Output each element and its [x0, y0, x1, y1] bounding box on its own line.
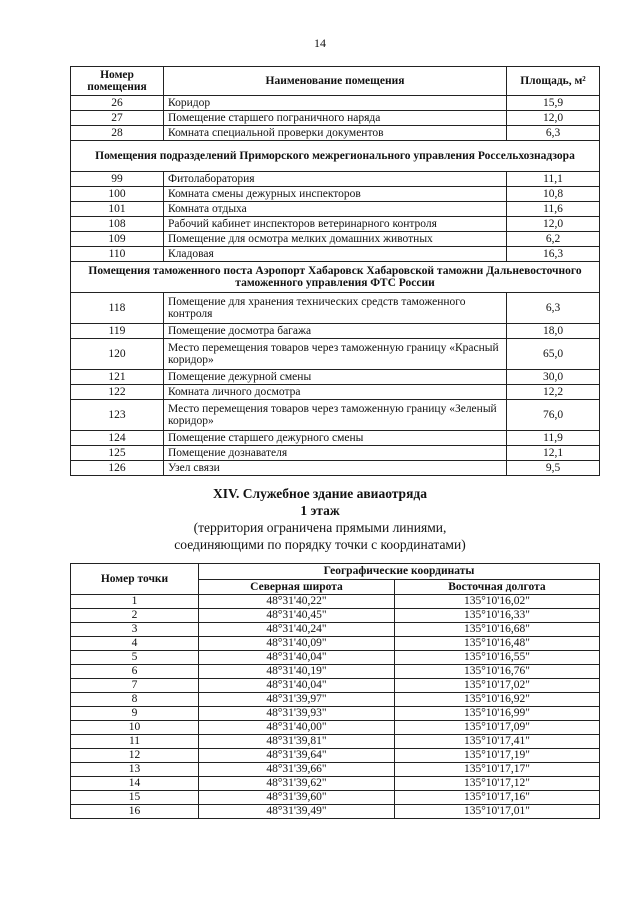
room-area: 76,0 [507, 400, 600, 431]
table-row [71, 693, 600, 707]
longitude-value: 135°10'17,17" [394, 763, 599, 777]
room-area: 11,1 [507, 172, 600, 187]
room-number: 109 [71, 232, 164, 247]
room-number: 118 [71, 293, 164, 324]
table-row [71, 172, 600, 187]
section-note-line-1: (территория ограничена прямыми линиями, [193, 520, 447, 535]
table-row [71, 595, 600, 609]
room-name: Место перемещения товаров через таможенную границу «Зеленый коридор» [164, 400, 507, 431]
table-row [71, 385, 600, 400]
point-number: 7 [71, 679, 199, 693]
room-name: Комната смены дежурных инспекторов [164, 187, 507, 202]
coordinates-table [70, 563, 600, 819]
point-number: 10 [71, 721, 199, 735]
latitude-value: 48°31'40,09" [199, 637, 395, 651]
room-name: Помещение дежурной смены [164, 370, 507, 385]
latitude-value: 48°31'39,81" [199, 735, 395, 749]
room-area: 9,5 [507, 461, 600, 476]
point-number: 6 [71, 665, 199, 679]
point-number: 16 [71, 805, 199, 819]
point-number: 2 [71, 609, 199, 623]
table-row [71, 247, 600, 262]
latitude-value: 48°31'40,04" [199, 651, 395, 665]
table-row [71, 126, 600, 141]
table-row [71, 400, 600, 431]
longitude-value: 135°10'17,01" [394, 805, 599, 819]
table-row [71, 217, 600, 232]
point-number: 8 [71, 693, 199, 707]
room-number: 119 [71, 324, 164, 339]
point-number: 15 [71, 791, 199, 805]
room-name: Комната специальной проверки документов [164, 126, 507, 141]
point-number: 11 [71, 735, 199, 749]
table-row [71, 96, 600, 111]
section-title-row: Помещения подразделений Приморского межрегионального управления Россельхознадзора [71, 141, 600, 172]
room-name: Помещение старшего дежурного смены [164, 431, 507, 446]
longitude-value: 135°10'16,99" [394, 707, 599, 721]
table-row [71, 187, 600, 202]
latitude-value: 48°31'39,62" [199, 777, 395, 791]
rooms-table-body [71, 96, 600, 476]
section-title: XIV. Служебное здание авиаотряда [213, 486, 427, 501]
latitude-value: 48°31'40,00" [199, 721, 395, 735]
rooms-table [70, 66, 600, 476]
table-row [71, 431, 600, 446]
room-name: Коридор [164, 96, 507, 111]
table-row [71, 721, 600, 735]
room-number: 101 [71, 202, 164, 217]
table-row [71, 791, 600, 805]
room-number: 126 [71, 461, 164, 476]
table-row [71, 637, 600, 651]
room-name: Место перемещения товаров через таможенную границу «Красный коридор» [164, 339, 507, 370]
room-number: 125 [71, 446, 164, 461]
room-name: Помещение дознавателя [164, 446, 507, 461]
table-row [71, 293, 600, 324]
longitude-value: 135°10'17,16" [394, 791, 599, 805]
table-row [71, 339, 600, 370]
room-number: 108 [71, 217, 164, 232]
room-area: 11,6 [507, 202, 600, 217]
table-row [71, 446, 600, 461]
longitude-value: 135°10'16,68" [394, 623, 599, 637]
room-name: Помещение для хранения технических средств таможенного контроля [164, 293, 507, 324]
room-area: 12,1 [507, 446, 600, 461]
room-area: 6,3 [507, 293, 600, 324]
room-name: Помещение досмотра багажа [164, 324, 507, 339]
room-area: 15,9 [507, 96, 600, 111]
latitude-value: 48°31'39,49" [199, 805, 395, 819]
point-number: 12 [71, 749, 199, 763]
longitude-value: 135°10'16,92" [394, 693, 599, 707]
room-number-header: Номер помещения [71, 67, 164, 96]
rooms-header-row [71, 67, 600, 96]
room-name: Фитолаборатория [164, 172, 507, 187]
room-area: 12,2 [507, 385, 600, 400]
section-floor: 1 этаж [300, 503, 340, 518]
room-area: 65,0 [507, 339, 600, 370]
point-number: 3 [71, 623, 199, 637]
coordinates-table-body [71, 595, 600, 819]
latitude-value: 48°31'40,45" [199, 609, 395, 623]
point-number: 4 [71, 637, 199, 651]
longitude-value: 135°10'17,19" [394, 749, 599, 763]
longitude-header: Восточная долгота [394, 579, 599, 595]
page-number: 14 [314, 36, 326, 50]
room-name: Рабочий кабинет инспекторов ветеринарного контроля [164, 217, 507, 232]
section-row [71, 262, 600, 293]
room-number: 124 [71, 431, 164, 446]
room-name: Узел связи [164, 461, 507, 476]
table-row [71, 763, 600, 777]
room-area: 11,9 [507, 431, 600, 446]
room-name: Помещение старшего пограничного наряда [164, 111, 507, 126]
room-area-header: Площадь, м² [507, 67, 600, 96]
table-row [71, 111, 600, 126]
room-number: 120 [71, 339, 164, 370]
latitude-value: 48°31'39,60" [199, 791, 395, 805]
room-area: 16,3 [507, 247, 600, 262]
latitude-value: 48°31'40,19" [199, 665, 395, 679]
table-row [71, 735, 600, 749]
room-name: Комната отдыха [164, 202, 507, 217]
room-area: 10,8 [507, 187, 600, 202]
table-row [71, 370, 600, 385]
latitude-header: Северная широта [199, 579, 395, 595]
table-row [71, 679, 600, 693]
section-title-row: Помещения таможенного поста Аэропорт Хабаровск Хабаровской таможни Дальневосточного таможенного управления ФТС России [71, 262, 600, 293]
longitude-value: 135°10'17,41" [394, 735, 599, 749]
latitude-value: 48°31'39,64" [199, 749, 395, 763]
room-number: 121 [71, 370, 164, 385]
table-row [71, 202, 600, 217]
table-row [71, 707, 600, 721]
latitude-value: 48°31'40,24" [199, 623, 395, 637]
point-number: 1 [71, 595, 199, 609]
point-number: 14 [71, 777, 199, 791]
room-area: 12,0 [507, 217, 600, 232]
latitude-value: 48°31'40,22" [199, 595, 395, 609]
room-name: Помещение для осмотра мелких домашних животных [164, 232, 507, 247]
latitude-value: 48°31'39,93" [199, 707, 395, 721]
point-number: 13 [71, 763, 199, 777]
room-area: 6,3 [507, 126, 600, 141]
table-row [71, 623, 600, 637]
room-area: 6,2 [507, 232, 600, 247]
latitude-value: 48°31'39,97" [199, 693, 395, 707]
point-number-header: Номер точки [71, 564, 199, 595]
table-row [71, 651, 600, 665]
room-number: 27 [71, 111, 164, 126]
latitude-value: 48°31'40,04" [199, 679, 395, 693]
table-row [71, 777, 600, 791]
longitude-value: 135°10'16,48" [394, 637, 599, 651]
table-row [71, 232, 600, 247]
room-number: 100 [71, 187, 164, 202]
table-row [71, 749, 600, 763]
geo-coords-header: Географические координаты [199, 564, 600, 580]
table-row [71, 609, 600, 623]
room-area: 18,0 [507, 324, 600, 339]
longitude-value: 135°10'17,12" [394, 777, 599, 791]
longitude-value: 135°10'16,02" [394, 595, 599, 609]
section-row [71, 141, 600, 172]
room-area: 30,0 [507, 370, 600, 385]
room-area: 12,0 [507, 111, 600, 126]
section-header [0, 485, 640, 553]
table-row [71, 324, 600, 339]
room-number: 123 [71, 400, 164, 431]
longitude-value: 135°10'16,55" [394, 651, 599, 665]
longitude-value: 135°10'17,09" [394, 721, 599, 735]
room-name-header: Наименование помещения [164, 67, 507, 96]
table-row [71, 461, 600, 476]
room-number: 28 [71, 126, 164, 141]
room-name: Кладовая [164, 247, 507, 262]
point-number: 5 [71, 651, 199, 665]
coords-header-row-1 [71, 564, 600, 580]
section-note-line-2: соединяющими по порядку точки с координатами) [174, 537, 466, 552]
room-number: 122 [71, 385, 164, 400]
longitude-value: 135°10'16,33" [394, 609, 599, 623]
room-name: Комната личного досмотра [164, 385, 507, 400]
room-number: 99 [71, 172, 164, 187]
point-number: 9 [71, 707, 199, 721]
table-row [71, 665, 600, 679]
room-number: 26 [71, 96, 164, 111]
table-row [71, 805, 600, 819]
longitude-value: 135°10'16,76" [394, 665, 599, 679]
latitude-value: 48°31'39,66" [199, 763, 395, 777]
longitude-value: 135°10'17,02" [394, 679, 599, 693]
room-number: 110 [71, 247, 164, 262]
